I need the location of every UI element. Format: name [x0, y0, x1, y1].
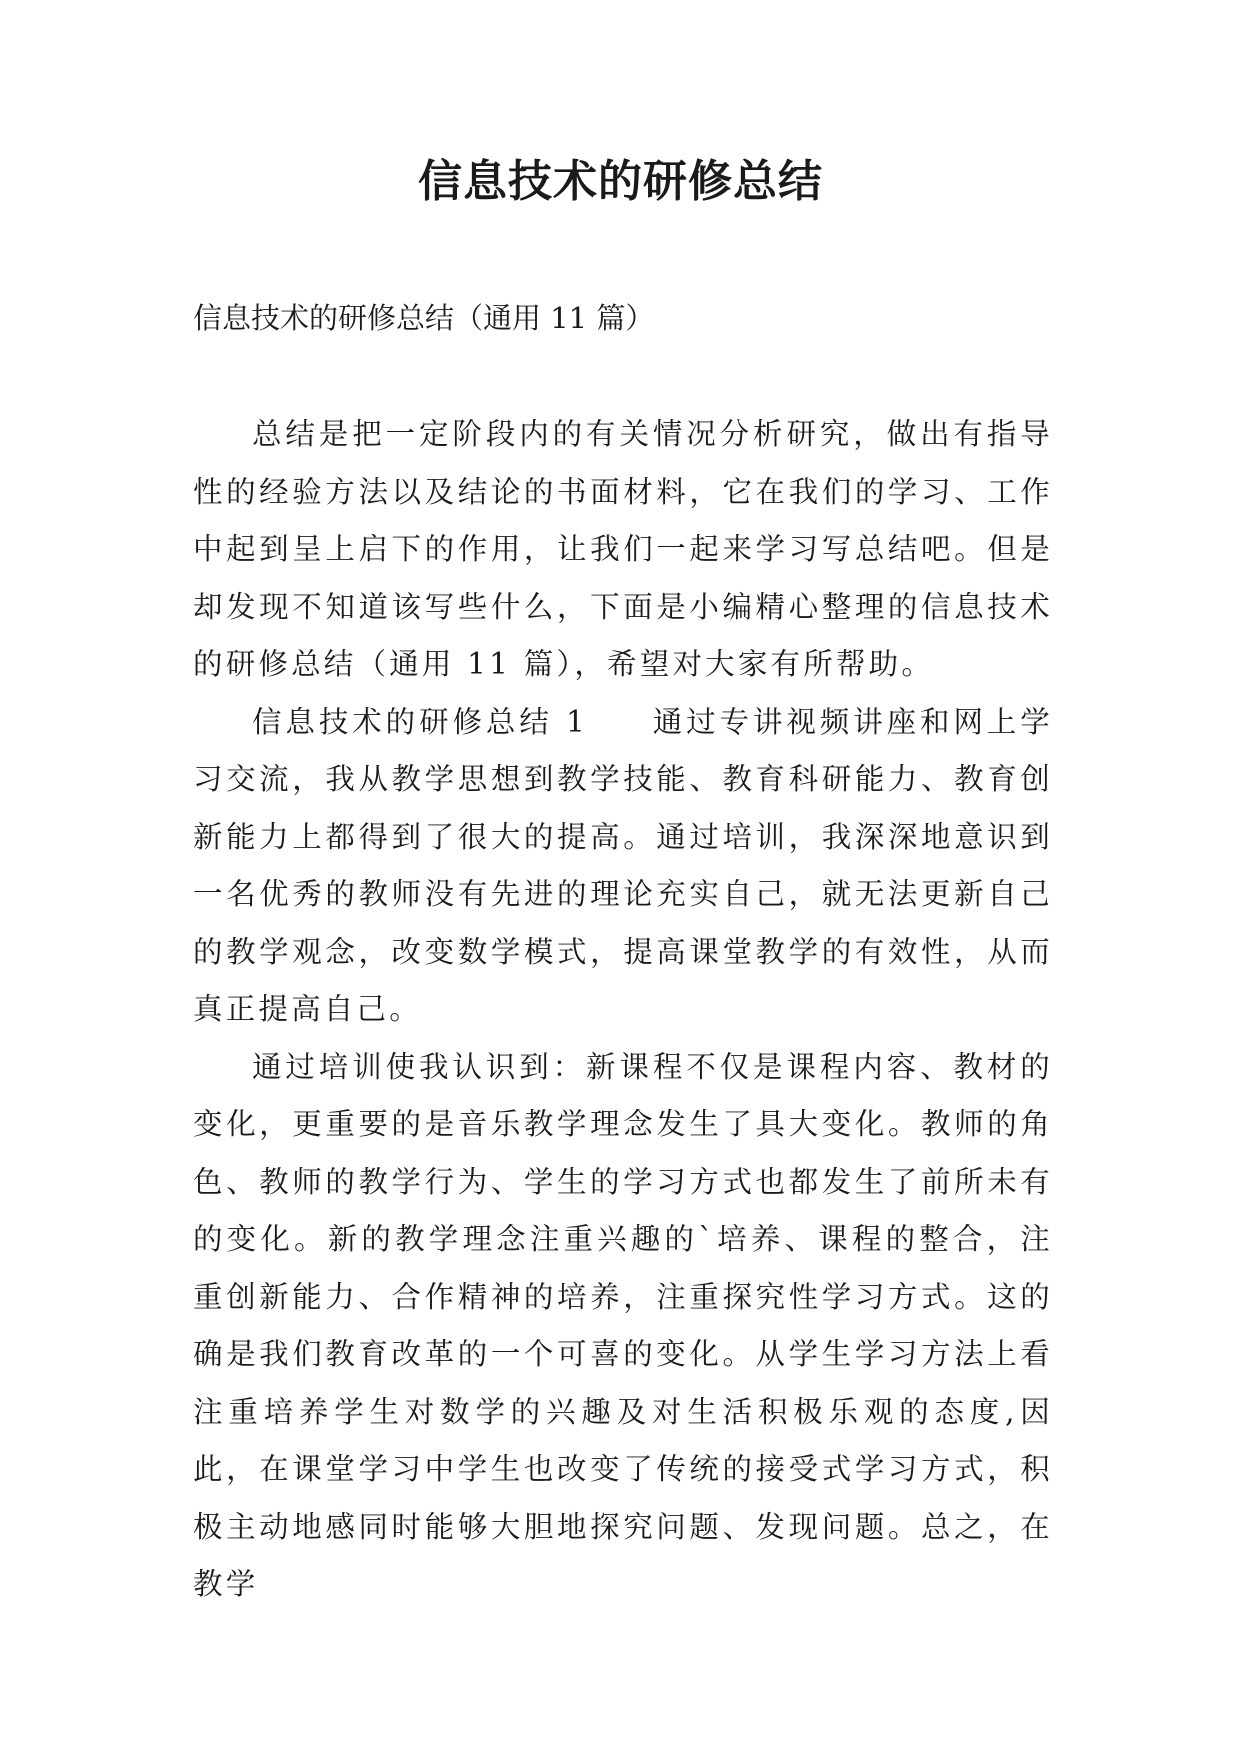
paragraph-training — [193, 1039, 1053, 1614]
paragraph-section-1 — [193, 694, 1053, 1039]
document-body — [193, 406, 1053, 1614]
document-subtitle: 信息技术的研修总结（通用 11 篇） — [193, 301, 655, 335]
document-title: 信息技术的研修总结 — [418, 156, 823, 207]
section-heading: 信息技术的研修总结 1 — [252, 704, 588, 739]
paragraph-intro — [193, 406, 1053, 694]
paragraph-text: 总结是把一定阶段内的有关情况分析研究，做出有指导性的经验方法以及结论的书面材料，它在我们的学习、工作中起到呈上启下的作用，让我们一起来学习写总结吧。但是却发现不知道该写些什么，下面是小编精心整理的信息技术的研修总结（通用 11 篇），希望对大家有所帮助。 — [193, 417, 1053, 681]
paragraph-text: 通过培训使我认识到：新课程不仅是课程内容、教材的变化，更重要的是音乐教学理念发生了具大变化。教师的角色、教师的教学行为、学生的学习方式也都发生了前所未有的变化。新的教学理念注重兴趣的`培养、课程的整合，注重创新能力、合作精神的培养，注重探究性学习方式。这的确是我们教育改革的一个可喜的变化。从学生学习方法上看注重培养学生对数学的兴趣及对生活积极乐观的态度,因此，在课堂学习中学生也改变了传统的接受式学习方式，积极主动地感同时能够大胆地探究问题、发现问题。总之，在教学 — [193, 1049, 1053, 1601]
paragraph-text: 通过专讲视频讲座和网上学习交流，我从教学思想到教学技能、教育科研能力、教育创新能力上都得到了很大的提高。通过培训，我深深地意识到一名优秀的教师没有先进的理论充实自己，就无法更新自己的教学观念，改变数学模式，提高课堂教学的有效性，从而真正提高自己。 — [193, 704, 1053, 1026]
